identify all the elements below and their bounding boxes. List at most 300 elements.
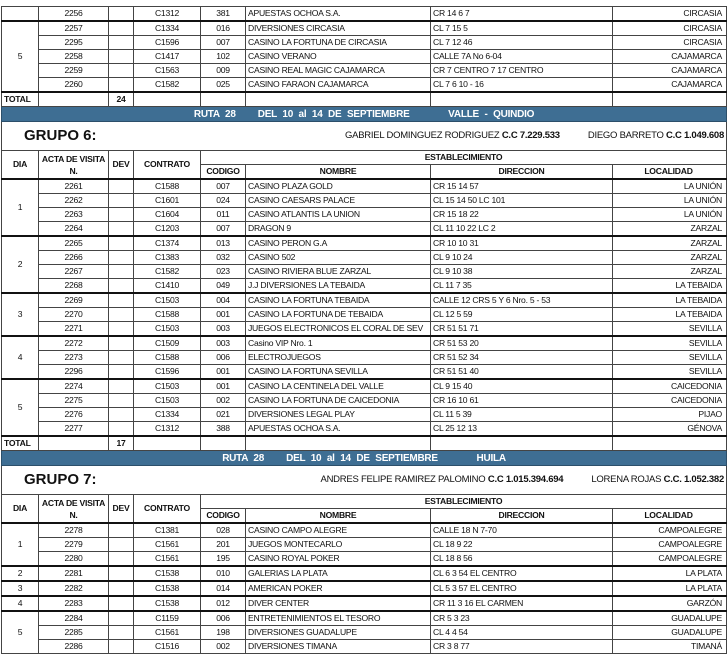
header-codigo: CODIGO [201, 509, 246, 524]
table-row [2, 365, 727, 380]
empty-cell [613, 92, 727, 107]
nombre-cell: CASINO VERANO [246, 50, 431, 64]
dev-cell [109, 626, 134, 640]
table-row [2, 351, 727, 365]
acta-cell: 2256 [39, 7, 109, 22]
codigo-cell: 007 [201, 222, 246, 237]
table-row [2, 408, 727, 422]
dev-cell [109, 596, 134, 611]
direccion-cell: CR 51 51 40 [431, 365, 613, 380]
codigo-cell: 014 [201, 581, 246, 596]
nombre-cell: J.J DIVERSIONES LA TEBAIDA [246, 279, 431, 294]
localidad-cell: CIRCASIA [613, 36, 727, 50]
dev-cell [109, 394, 134, 408]
nombre-cell: CASINO LA FORTUNA TEBAIDA [246, 293, 431, 308]
empty-cell [431, 92, 613, 107]
table-row [2, 279, 727, 294]
codigo-cell: 009 [201, 64, 246, 78]
localidad-cell: CAICEDONIA [613, 379, 727, 394]
nombre-cell: DIVER CENTER [246, 596, 431, 611]
inspector-1-name: ANDRES FELIPE RAMIREZ PALOMINO [320, 474, 486, 485]
dev-cell [109, 365, 134, 380]
nombre-cell: APUESTAS OCHOA S.A. [246, 7, 431, 22]
direccion-cell: CR 10 10 31 [431, 236, 613, 251]
localidad-cell: GUADALUPE [613, 626, 727, 640]
direccion-cell: CL 7 15 5 [431, 21, 613, 36]
contrato-cell: C1159 [134, 611, 201, 626]
table-row [2, 336, 727, 351]
acta-cell: 2278 [39, 523, 109, 538]
codigo-cell: 049 [201, 279, 246, 294]
acta-cell: 2283 [39, 596, 109, 611]
direccion-cell: CR 11 3 16 EL CARMEN [431, 596, 613, 611]
route-banner-text: RUTA 28 DEL 10 al 14 DE SEPTIEMBRE HUILA [2, 451, 727, 466]
empty-cell [201, 436, 246, 451]
codigo-cell: 201 [201, 538, 246, 552]
direccion-cell: CR 5 3 23 [431, 611, 613, 626]
direccion-cell: CL 18 8 56 [431, 552, 613, 567]
contrato-cell: C1374 [134, 236, 201, 251]
dia-cell: 2 [2, 566, 39, 581]
codigo-cell: 024 [201, 194, 246, 208]
acta-cell: 2266 [39, 251, 109, 265]
localidad-cell: LA UNIÓN [613, 194, 727, 208]
codigo-cell: 001 [201, 379, 246, 394]
dev-cell [109, 50, 134, 64]
localidad-cell: SEVILLA [613, 365, 727, 380]
dev-cell [109, 222, 134, 237]
table-row [2, 64, 727, 78]
table-row [2, 538, 727, 552]
empty-cell [134, 92, 201, 107]
contrato-cell: C1503 [134, 293, 201, 308]
acta-cell: 2279 [39, 538, 109, 552]
table-row [2, 322, 727, 337]
acta-cell: 2274 [39, 379, 109, 394]
codigo-cell: 003 [201, 336, 246, 351]
acta-cell: 2271 [39, 322, 109, 337]
codigo-cell: 006 [201, 351, 246, 365]
total-label: TOTAL [2, 436, 39, 451]
nombre-cell: CASINO 502 [246, 251, 431, 265]
dia-cell: 3 [2, 293, 39, 336]
nombre-cell: CASINO RIVIERA BLUE ZARZAL [246, 265, 431, 279]
codigo-cell: 012 [201, 596, 246, 611]
contrato-cell: C1588 [134, 179, 201, 194]
total-label: TOTAL [2, 92, 39, 107]
acta-cell: 2262 [39, 194, 109, 208]
table-row [2, 208, 727, 222]
acta-cell: 2277 [39, 422, 109, 437]
localidad-cell: CAJAMARCA [613, 50, 727, 64]
table-row [2, 552, 727, 567]
contrato-cell: C1503 [134, 322, 201, 337]
header-direccion: DIRECCION [431, 509, 613, 524]
dev-cell [109, 78, 134, 93]
acta-cell: 2295 [39, 36, 109, 50]
codigo-cell: 388 [201, 422, 246, 437]
empty-cell [39, 436, 109, 451]
header-contrato: CONTRATO [134, 151, 201, 180]
contrato-cell: C1312 [134, 422, 201, 437]
dev-cell [109, 408, 134, 422]
nombre-cell: DIVERSIONES CIRCASIA [246, 21, 431, 36]
dev-cell [109, 581, 134, 596]
dev-cell [109, 179, 134, 194]
localidad-cell: PIJAO [613, 408, 727, 422]
direccion-cell: CR 7 CENTRO 7 17 CENTRO [431, 64, 613, 78]
table-row [2, 251, 727, 265]
dev-cell [109, 422, 134, 437]
contrato-cell: C1503 [134, 379, 201, 394]
dev-cell [109, 265, 134, 279]
codigo-cell: 195 [201, 552, 246, 567]
localidad-cell: CAMPOALEGRE [613, 538, 727, 552]
codigo-cell: 001 [201, 308, 246, 322]
localidad-cell: GÉNOVA [613, 422, 727, 437]
direccion-cell: CL 18 9 22 [431, 538, 613, 552]
acta-cell: 2270 [39, 308, 109, 322]
nombre-cell: CASINO REAL MAGIC CAJAMARCA [246, 64, 431, 78]
direccion-cell: CALLE 7A No 6-04 [431, 50, 613, 64]
header-direccion: DIRECCION [431, 165, 613, 180]
dia-cell: 5 [2, 21, 39, 92]
dia-cell [2, 7, 39, 22]
table-row [2, 523, 727, 538]
route-banner-text: RUTA 28 DEL 10 al 14 DE SEPTIEMBRE VALLE - QUINDIO [2, 107, 727, 122]
group-title-cell [2, 122, 727, 151]
table-row [2, 379, 727, 394]
nombre-cell: ENTRETENIMIENTOS EL TESORO [246, 611, 431, 626]
inspector-2-name: DIEGO BARRETO [587, 130, 664, 141]
dev-cell [109, 64, 134, 78]
nombre-cell: AMERICAN POKER [246, 581, 431, 596]
direccion-cell: CR 3 8 77 [431, 640, 613, 654]
dev-cell [109, 611, 134, 626]
contrato-cell: C1604 [134, 208, 201, 222]
direccion-cell: CL 5 3 57 EL CENTRO [431, 581, 613, 596]
group-inspectors [345, 122, 724, 150]
nombre-cell: CASINO LA FORTUNA DE CAICEDONIA [246, 394, 431, 408]
contrato-cell: C1582 [134, 78, 201, 93]
contrato-cell: C1334 [134, 21, 201, 36]
codigo-cell: 028 [201, 523, 246, 538]
codigo-cell: 102 [201, 50, 246, 64]
dev-cell [109, 336, 134, 351]
codigo-cell: 025 [201, 78, 246, 93]
empty-cell [39, 92, 109, 107]
contrato-cell: C1538 [134, 566, 201, 581]
direccion-cell: CR 15 14 57 [431, 179, 613, 194]
acta-cell: 2296 [39, 365, 109, 380]
dia-cell: 5 [2, 379, 39, 436]
table-row [2, 21, 727, 36]
header-establecimiento: ESTABLECIMIENTO [201, 495, 727, 509]
codigo-cell: 002 [201, 394, 246, 408]
table-row [2, 581, 727, 596]
nombre-cell: CASINO LA FORTUNA SEVILLA [246, 365, 431, 380]
header-acta: ACTA DE VISITA N. [39, 151, 109, 180]
contrato-cell: C1601 [134, 194, 201, 208]
direccion-cell: CL 11 5 39 [431, 408, 613, 422]
nombre-cell: JUEGOS MONTECARLO [246, 538, 431, 552]
codigo-cell: 013 [201, 236, 246, 251]
localidad-cell: LA UNIÓN [613, 179, 727, 194]
direccion-cell: CR 16 10 61 [431, 394, 613, 408]
localidad-cell: TIMANÁ [613, 640, 727, 654]
contrato-cell: C1312 [134, 7, 201, 22]
contrato-cell: C1410 [134, 279, 201, 294]
direccion-cell: CL 4 4 54 [431, 626, 613, 640]
localidad-cell: SEVILLA [613, 351, 727, 365]
table-row [2, 78, 727, 93]
dev-cell [109, 308, 134, 322]
codigo-cell: 381 [201, 7, 246, 22]
nombre-cell: ELECTROJUEGOS [246, 351, 431, 365]
header-localidad: LOCALIDAD [613, 165, 727, 180]
dev-cell [109, 251, 134, 265]
nombre-cell: CASINO LA FORTUNA DE CIRCASIA [246, 36, 431, 50]
dev-cell [109, 523, 134, 538]
empty-cell [246, 436, 431, 451]
localidad-cell: ZARZAL [613, 236, 727, 251]
direccion-cell: CR 51 51 71 [431, 322, 613, 337]
table-row [2, 265, 727, 279]
acta-cell: 2260 [39, 78, 109, 93]
table-row [2, 222, 727, 237]
dia-cell: 2 [2, 236, 39, 293]
codigo-cell: 021 [201, 408, 246, 422]
table-row [2, 566, 727, 581]
codigo-cell: 010 [201, 566, 246, 581]
contrato-cell: C1503 [134, 394, 201, 408]
contrato-cell: C1596 [134, 36, 201, 50]
table-row [2, 626, 727, 640]
acta-cell: 2263 [39, 208, 109, 222]
acta-cell: 2269 [39, 293, 109, 308]
direccion-cell: CL 7 12 46 [431, 36, 613, 50]
direccion-cell: CL 25 12 13 [431, 422, 613, 437]
nombre-cell: DIVERSIONES GUADALUPE [246, 626, 431, 640]
acta-cell: 2264 [39, 222, 109, 237]
localidad-cell: LA PLATA [613, 581, 727, 596]
dev-cell [109, 351, 134, 365]
direccion-cell: CR 14 6 7 [431, 7, 613, 22]
nombre-cell: DIVERSIONES TIMANA [246, 640, 431, 654]
codigo-cell: 002 [201, 640, 246, 654]
localidad-cell: CIRCASIA [613, 21, 727, 36]
group-title-row [2, 466, 727, 495]
direccion-cell: CL 12 5 59 [431, 308, 613, 322]
acta-cell: 2285 [39, 626, 109, 640]
table-header-row [2, 495, 727, 509]
localidad-cell: CAJAMARCA [613, 78, 727, 93]
acta-cell: 2258 [39, 50, 109, 64]
localidad-cell: GUADALUPE [613, 611, 727, 626]
route-banner [2, 451, 727, 466]
route-banner [2, 107, 727, 122]
codigo-cell: 032 [201, 251, 246, 265]
table-row [2, 394, 727, 408]
direccion-cell: CL 15 14 50 LC 101 [431, 194, 613, 208]
dev-cell [109, 538, 134, 552]
direccion-cell: CL 11 10 22 LC 2 [431, 222, 613, 237]
header-contrato: CONTRATO [134, 495, 201, 524]
direccion-cell: CL 9 15 40 [431, 379, 613, 394]
acta-cell: 2276 [39, 408, 109, 422]
localidad-cell: CAMPOALEGRE [613, 523, 727, 538]
table-row [2, 179, 727, 194]
localidad-cell: CIRCASIA [613, 7, 727, 22]
inspector-2-name: LORENA ROJAS [591, 474, 662, 485]
localidad-cell: ZARZAL [613, 222, 727, 237]
table-row [2, 640, 727, 654]
total-row [2, 436, 727, 451]
localidad-cell: SEVILLA [613, 336, 727, 351]
nombre-cell: JUEGOS ELECTRONICOS EL CORAL DE SEV [246, 322, 431, 337]
direccion-cell: CALLE 12 CRS 5 Y 6 Nro. 5 - 53 [431, 293, 613, 308]
acta-cell: 2267 [39, 265, 109, 279]
header-establecimiento: ESTABLECIMIENTO [201, 151, 727, 165]
localidad-cell: CAJAMARCA [613, 64, 727, 78]
total-value: 17 [109, 436, 134, 451]
nombre-cell: CASINO CAESARS PALACE [246, 194, 431, 208]
acta-cell: 2257 [39, 21, 109, 36]
header-dev: DEV [109, 151, 134, 180]
header-codigo: CODIGO [201, 165, 246, 180]
nombre-cell: CASINO LA FORTUNA DE TEBAIDA [246, 308, 431, 322]
codigo-cell: 006 [201, 611, 246, 626]
table-row [2, 611, 727, 626]
inspector-2-id: C.C 1.049.608 [665, 130, 724, 141]
table-row [2, 596, 727, 611]
localidad-cell: SEVILLA [613, 322, 727, 337]
dev-cell [109, 293, 134, 308]
inspector-1-name: GABRIEL DOMINGUEZ RODRIGUEZ [345, 130, 500, 141]
dev-cell [109, 552, 134, 567]
codigo-cell: 016 [201, 21, 246, 36]
dev-cell [109, 208, 134, 222]
contrato-cell: C1561 [134, 538, 201, 552]
acta-cell: 2265 [39, 236, 109, 251]
localidad-cell: LA PLATA [613, 566, 727, 581]
total-value: 24 [109, 92, 134, 107]
contrato-cell: C1334 [134, 408, 201, 422]
acta-cell: 2272 [39, 336, 109, 351]
codigo-cell: 011 [201, 208, 246, 222]
table-row [2, 422, 727, 437]
group-title: GRUPO 7: [24, 471, 97, 488]
direccion-cell: CR 51 53 20 [431, 336, 613, 351]
empty-cell [431, 436, 613, 451]
contrato-cell: C1588 [134, 308, 201, 322]
contrato-cell: C1561 [134, 552, 201, 567]
contrato-cell: C1516 [134, 640, 201, 654]
contrato-cell: C1203 [134, 222, 201, 237]
total-row [2, 92, 727, 107]
nombre-cell: CASINO LA CENTINELA DEL VALLE [246, 379, 431, 394]
codigo-cell: 003 [201, 322, 246, 337]
header-dev: DEV [109, 495, 134, 524]
nombre-cell: CASINO ROYAL POKER [246, 552, 431, 567]
nombre-cell: CASINO ATLANTIS LA UNION [246, 208, 431, 222]
group-title-row [2, 122, 727, 151]
dia-cell: 4 [2, 336, 39, 379]
inspector-1-id: C.C 1.015.394.694 [487, 474, 564, 485]
acta-cell: 2282 [39, 581, 109, 596]
nombre-cell: APUESTAS OCHOA S.A. [246, 422, 431, 437]
dia-cell: 4 [2, 596, 39, 611]
dev-cell [109, 379, 134, 394]
group-title-cell [2, 466, 727, 495]
direccion-cell: CL 7 6 10 - 16 [431, 78, 613, 93]
dev-cell [109, 236, 134, 251]
direccion-cell: CL 6 3 54 EL CENTRO [431, 566, 613, 581]
table-row [2, 308, 727, 322]
contrato-cell: C1588 [134, 351, 201, 365]
dev-cell [109, 566, 134, 581]
codigo-cell: 004 [201, 293, 246, 308]
schedule-table [1, 6, 727, 654]
header-dia: DIA [2, 151, 39, 180]
table-row [2, 194, 727, 208]
contrato-cell: C1563 [134, 64, 201, 78]
contrato-cell: C1383 [134, 251, 201, 265]
acta-cell: 2259 [39, 64, 109, 78]
empty-cell [246, 92, 431, 107]
empty-cell [201, 92, 246, 107]
codigo-cell: 198 [201, 626, 246, 640]
contrato-cell: C1561 [134, 626, 201, 640]
dev-cell [109, 194, 134, 208]
group-inspectors [320, 466, 724, 494]
localidad-cell: LA TEBAIDA [613, 308, 727, 322]
acta-cell: 2268 [39, 279, 109, 294]
contrato-cell: C1417 [134, 50, 201, 64]
localidad-cell: LA TEBAIDA [613, 279, 727, 294]
acta-cell: 2275 [39, 394, 109, 408]
inspector-1-id: C.C 7.229.533 [501, 130, 560, 141]
table-row [2, 50, 727, 64]
contrato-cell: C1381 [134, 523, 201, 538]
contrato-cell: C1538 [134, 581, 201, 596]
acta-cell: 2261 [39, 179, 109, 194]
group-title: GRUPO 6: [24, 127, 97, 144]
header-nombre: NOMBRE [246, 165, 431, 180]
contrato-cell: C1509 [134, 336, 201, 351]
inspector-2-id: C.C. 1.052.382 [663, 474, 724, 485]
contrato-cell: C1538 [134, 596, 201, 611]
nombre-cell: CASINO PLAZA GOLD [246, 179, 431, 194]
dia-cell: 3 [2, 581, 39, 596]
dev-cell [109, 36, 134, 50]
localidad-cell: ZARZAL [613, 265, 727, 279]
nombre-cell: DRAGON 9 [246, 222, 431, 237]
acta-cell: 2284 [39, 611, 109, 626]
table-header-row [2, 151, 727, 165]
localidad-cell: CAICEDONIA [613, 394, 727, 408]
localidad-cell: ZARZAL [613, 251, 727, 265]
dev-cell [109, 21, 134, 36]
acta-cell: 2281 [39, 566, 109, 581]
codigo-cell: 023 [201, 265, 246, 279]
header-nombre: NOMBRE [246, 509, 431, 524]
table-row [2, 36, 727, 50]
contrato-cell: C1582 [134, 265, 201, 279]
direccion-cell: CL 11 7 35 [431, 279, 613, 294]
dia-cell: 1 [2, 179, 39, 236]
direccion-cell: CALLE 18 N 7-70 [431, 523, 613, 538]
